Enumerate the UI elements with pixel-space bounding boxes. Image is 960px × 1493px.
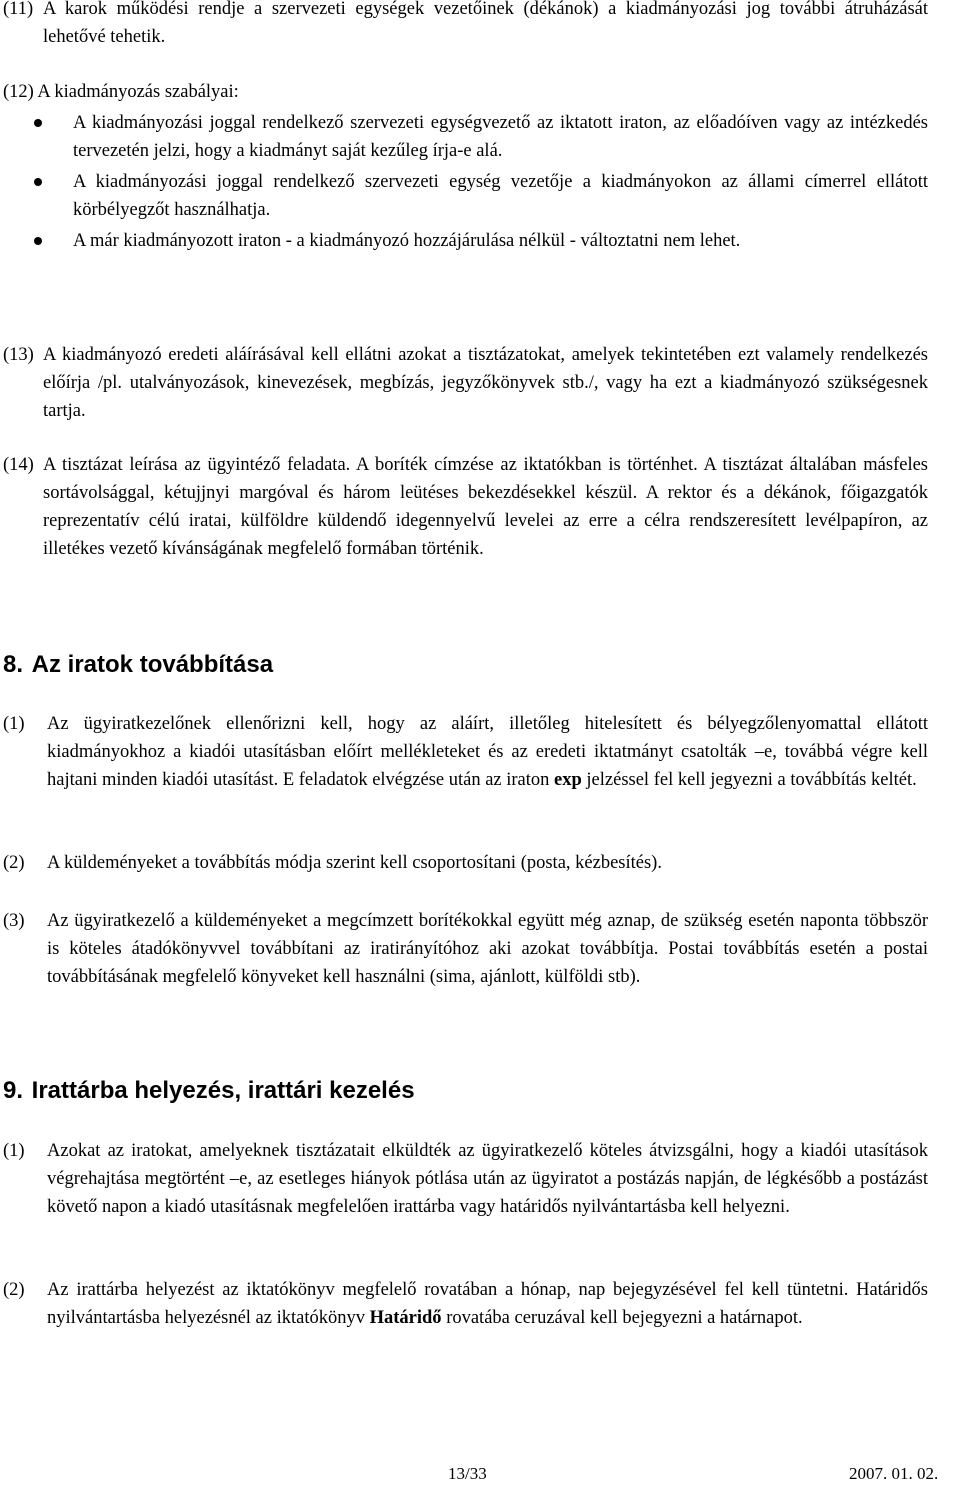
- paragraph-text: Az ügyiratkezelőnek ellenőrizni kell, hogy az aláírt, illetőleg hitelesített és bélyegzőlenyomattal ellátott kiadmányokhoz a kiadói utasításban előírt mellékleteket és az eredeti iktatmányt csatolták –e, továbbá végre kell hajtani minden kiadói utasítást. E feladatok elvégzése után az iraton exp jelzéssel fel kell jegyezni a továbbítás keltét.: [47, 714, 928, 790]
- section-8-heading: [3, 650, 273, 680]
- bullet-list: [3, 109, 928, 255]
- paragraph-text: Az irattárba helyezést az iktatókönyv megfelelő rovatában a hónap, nap bejegyzésével fel kell tüntetni. Határidős nyilvántartásba helyezésnél az iktatókönyv Határidő rovatába ceruzával kell bejegyezni a határnapot.: [47, 1280, 928, 1328]
- paragraph-number: (3): [3, 911, 25, 931]
- list-item: A kiadmányozási joggal rendelkező szervezeti egység vezetője a kiadmányokon az állami címerrel ellátott körbélyegzőt használhatja.: [3, 168, 928, 224]
- paragraph-14: [3, 451, 928, 563]
- bullet-icon: [34, 237, 42, 245]
- paragraph-11: [3, 0, 928, 51]
- paragraph-number: (2): [3, 853, 25, 873]
- paragraph-9-1: [3, 1137, 928, 1221]
- paragraph-number: (1): [3, 714, 25, 734]
- paragraph-text: Azokat az iratokat, amelyeknek tisztázatait elküldték az ügyiratkezelő köteles átvizsgálni, hogy a kiadói utasítások végrehajtása megtörtént –e, az esetleges hiányok pótlása után az ügyiratot a postázás napján, de légkésőbb a postázást követő napon a kiadó utasításnak megfelelően irattárba vagy határidős nyilvántartásba kell helyezni.: [47, 1141, 928, 1217]
- section-9-heading: [3, 1076, 415, 1106]
- bullet-icon: [34, 178, 42, 186]
- section-number: 9.: [3, 1077, 24, 1104]
- paragraph-text: A kiadmányozó eredeti aláírásával kell ellátni azokat a tisztázatokat, amelyek tekintetében ezt valamely rendelkezés előírja /pl. utalványozások, kinevezések, megbízás, jegyzőkönyvek stb./, vagy ha ezt a kiadmányozó szükségesnek tartja.: [43, 345, 928, 421]
- paragraph-text: A karok működési rendje a szervezeti egységek vezetőinek (dékánok) a kiadmányozási jog további átruházását lehetővé tehetik.: [43, 0, 928, 47]
- exp-mark: exp: [554, 770, 582, 790]
- paragraph-number: (2): [3, 1280, 25, 1300]
- paragraph-8-3: [3, 907, 928, 991]
- list-item: A már kiadmányozott iraton - a kiadmányozó hozzájárulása nélkül - változtatni nem lehet.: [3, 227, 928, 255]
- paragraph-text: A tisztázat leírása az ügyintéző feladata. A boríték címzése az iktatókban is történhet. A tisztázat általában másfeles sortávolsággal, kétujjnyi margóval és három leütéses bekezdésekkel készül. A rektor és a dékánok, főigazgatók reprezentatív célú iratai, külföldre küldendő idegennyelvű levelei az erre a célra rendszeresített levélpapíron, az illetékes vezető kívánságának megfelelő formában történik.: [43, 455, 928, 559]
- paragraph-8-2: [3, 849, 928, 877]
- paragraph-text: A küldeményeket a továbbítás módja szerint kell csoportosítani (posta, kézbesítés).: [47, 853, 662, 873]
- paragraph-number: (1): [3, 1141, 25, 1161]
- section-number: 8.: [3, 651, 24, 678]
- paragraph-12-intro: (12) A kiadmányozás szabályai:: [3, 82, 239, 102]
- section-title: Az iratok továbbítása: [31, 651, 274, 678]
- paragraph-13: [3, 341, 928, 425]
- paragraph-9-2: [3, 1276, 928, 1332]
- paragraph-number: (14): [3, 455, 34, 475]
- hatarido-term: Határidő: [369, 1308, 442, 1328]
- section-title: Irattárba helyezés, irattári kezelés: [31, 1077, 415, 1104]
- paragraph-number: (13): [3, 345, 34, 365]
- page-number: 13/33: [448, 1464, 487, 1483]
- paragraph-number: (11): [3, 0, 34, 19]
- paragraph-text: Az ügyiratkezelő a küldeményeket a megcímzett borítékokkal együtt még aznap, de szükség esetén naponta többször is köteles átadókönyvvel továbbítani az iratirányítóhoz aki azokat továbbítja. Postai továbbítás esetén a postai továbbításának megfelelő könyveket kell használni (sima, ajánlott, külföldi stb).: [47, 911, 928, 987]
- list-item: A kiadmányozási joggal rendelkező szervezeti egységvezető az iktatott iraton, az előadóíven vagy az intézkedés tervezetén jelzi, hogy a kiadmányt saját kezűleg írja-e alá.: [3, 109, 928, 165]
- bullet-icon: [34, 119, 42, 127]
- paragraph-8-1: [3, 710, 928, 794]
- document-date: 2007. 01. 02.: [849, 1464, 939, 1483]
